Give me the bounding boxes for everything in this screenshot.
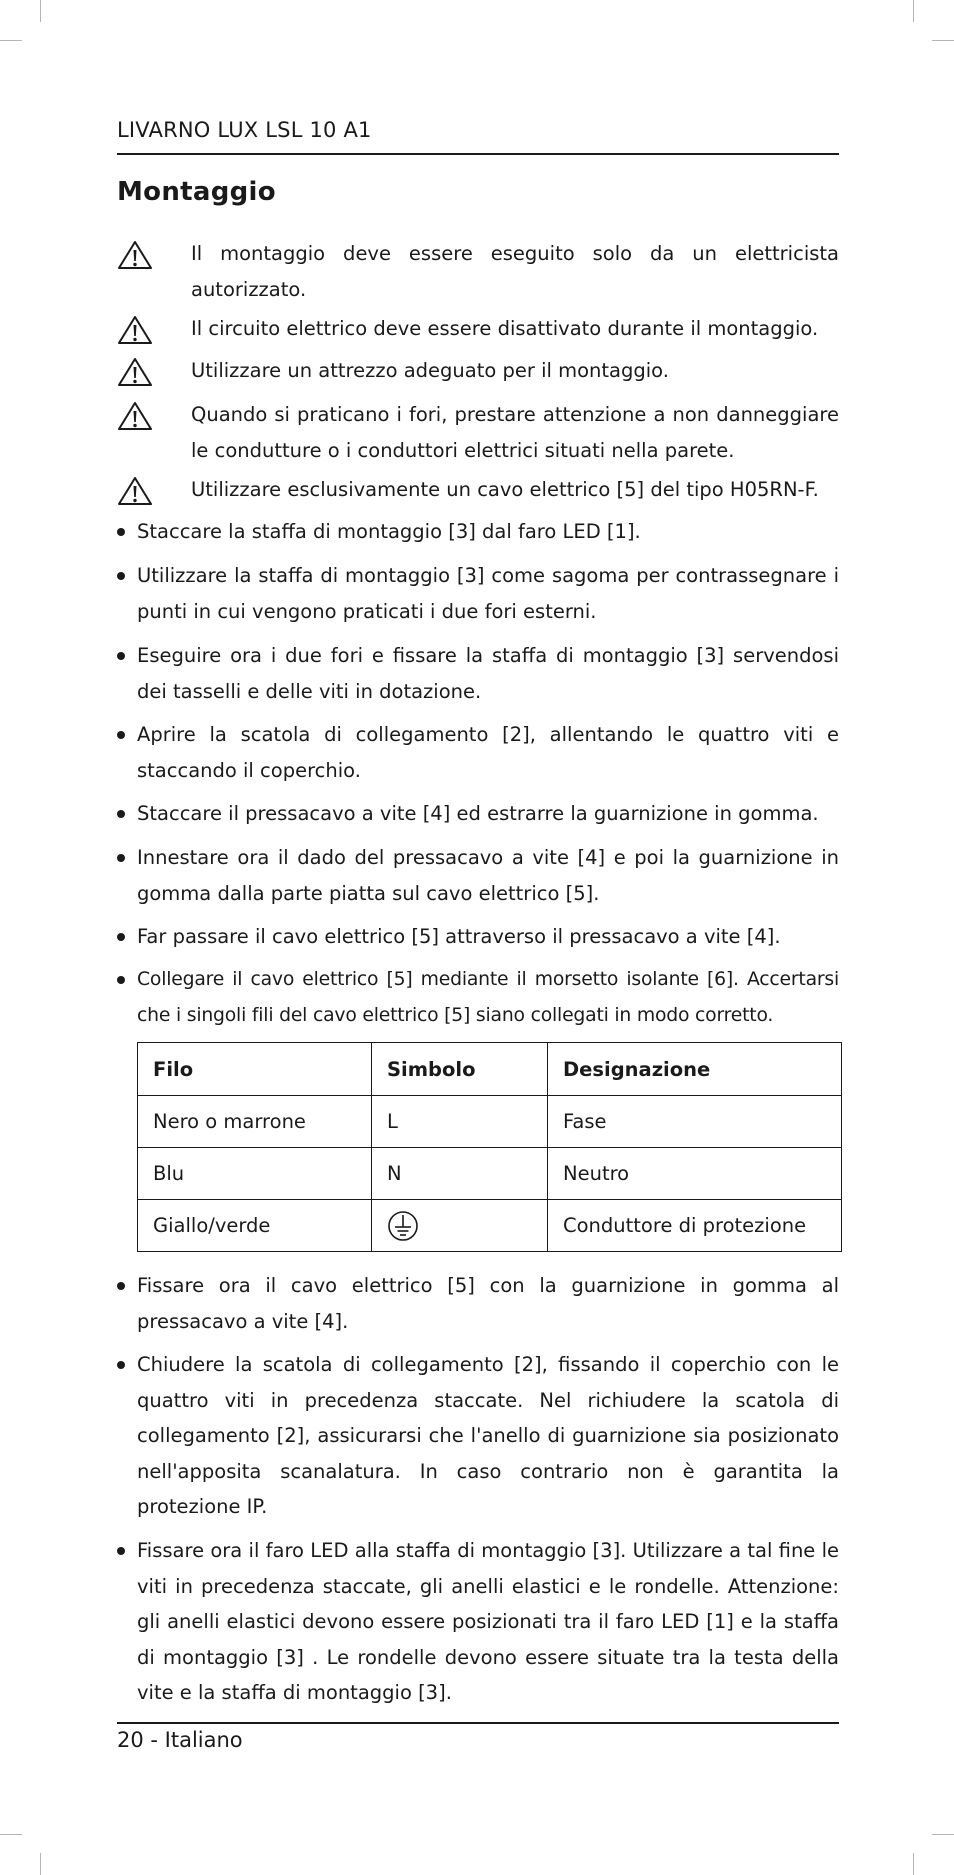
warning-item: [117, 236, 839, 307]
warning-item: [117, 311, 839, 347]
bullet-dot: [117, 572, 125, 580]
warning-triangle-icon: [117, 476, 153, 506]
bullet-dot: [117, 810, 125, 818]
warning-triangle-icon: [117, 357, 153, 387]
warning-triangle-icon: [117, 401, 153, 431]
bullet-dot: [117, 1361, 125, 1369]
list-item: [117, 1347, 839, 1525]
page-footer: 20 - Italiano: [117, 1728, 243, 1752]
crop-mark: [913, 0, 914, 22]
list-item: [117, 840, 839, 911]
table-cell: Neutro: [548, 1148, 842, 1200]
step-text: Far passare il cavo elettrico [5] attraverso il pressacavo a vite [4].: [137, 925, 781, 948]
bullet-dot: [117, 1282, 125, 1290]
table-cell-symbol: [372, 1200, 548, 1252]
step-text: Fissare ora il faro LED alla staffa di montaggio [3]. Utilizzare a tal fine le viti in precedenza staccate, gli anelli elastici e le rondelle. Attenzione: gli anelli elastici devono essere posizionati tra il faro LED [1] e la staffa di montaggio [3] . Le rondelle devono essere situate tra la testa della vite e la staffa di montaggio [3].: [137, 1539, 839, 1704]
list-item: [117, 1533, 839, 1711]
table-cell: Fase: [548, 1096, 842, 1148]
list-item: [117, 638, 839, 709]
crop-mark: [40, 0, 41, 22]
bullet-dot: [117, 1547, 125, 1555]
list-item: [117, 919, 839, 955]
crop-mark: [932, 1834, 954, 1835]
crop-mark: [0, 1834, 22, 1835]
warning-item: [117, 397, 839, 468]
table-cell: Conduttore di protezione: [548, 1200, 842, 1252]
list-item: [117, 796, 839, 832]
list-item: [117, 514, 839, 550]
warning-text: Il circuito elettrico deve essere disattivato durante il montaggio.: [191, 317, 819, 340]
step-text: Chiudere la scatola di collegamento [2], fissando il coperchio con le quattro viti in precedenza staccate. Nel richiudere la scatola di collegamento [2], assicurarsi che l'anello di guarnizione sia posizionato nell'apposita scanalatura. In caso contrario non è garantita la protezione IP.: [137, 1353, 839, 1518]
section-title: Montaggio: [117, 177, 276, 207]
crop-mark: [40, 1853, 41, 1875]
warning-text: Utilizzare un attrezzo adeguato per il montaggio.: [191, 359, 669, 382]
column-header-simbolo: Simbolo: [372, 1043, 548, 1096]
table-cell: Nero o marrone: [138, 1096, 372, 1148]
list-item: [117, 962, 839, 1033]
page-header-title: LIVARNO LUX LSL 10 A1: [117, 118, 372, 142]
warning-text: Il montaggio deve essere eseguito solo da un elettricista autorizzato.: [191, 242, 839, 301]
warning-text: Utilizzare esclusivamente un cavo elettrico [5] del tipo H05RN-F.: [191, 478, 819, 501]
bullet-dot: [117, 731, 125, 739]
step-text: Collegare il cavo elettrico [5] mediante il morsetto isolante [6]. Accertarsi che i singoli fili del cavo elettrico [5] siano collegati in modo corretto.: [137, 969, 839, 1026]
step-text: Staccare la staffa di montaggio [3] dal faro LED [1].: [137, 520, 641, 543]
table-row: [138, 1096, 842, 1148]
bullet-dot: [117, 528, 125, 536]
crop-mark: [932, 40, 954, 41]
column-header-designazione: Designazione: [548, 1043, 842, 1096]
warning-text: Quando si praticano i fori, prestare attenzione a non danneggiare le condutture o i conduttori elettrici situati nella parete.: [191, 403, 839, 462]
crop-mark: [913, 1853, 914, 1875]
step-text: Innestare ora il dado del pressacavo a vite [4] e poi la guarnizione in gomma dalla parte piatta sul cavo elettrico [5].: [137, 846, 839, 905]
bullet-dot: [117, 854, 125, 862]
table-cell: N: [372, 1148, 548, 1200]
warning-triangle-icon: [117, 240, 153, 270]
step-text: Aprire la scatola di collegamento [2], allentando le quattro viti e staccando il coperchio.: [137, 723, 839, 782]
wiring-table: [137, 1042, 842, 1252]
step-text: Fissare ora il cavo elettrico [5] con la guarnizione in gomma al pressacavo a vite [4].: [137, 1274, 839, 1333]
warning-item: [117, 353, 839, 389]
list-item: [117, 1268, 839, 1339]
table-cell: L: [372, 1096, 548, 1148]
table-row: [138, 1148, 842, 1200]
list-item: [117, 717, 839, 788]
table-cell: Giallo/verde: [138, 1200, 372, 1252]
bullet-dot: [117, 652, 125, 660]
warning-item: [117, 472, 839, 508]
bullet-dot: [117, 933, 125, 941]
header-divider: [117, 153, 839, 155]
step-text: Utilizzare la staffa di montaggio [3] come sagoma per contrassegnare i punti in cui vengono praticati i due fori esterni.: [137, 564, 839, 623]
list-item: [117, 558, 839, 629]
step-text: Eseguire ora i due fori e fissare la staffa di montaggio [3] servendosi dei tasselli e delle viti in dotazione.: [137, 644, 839, 703]
table-row: [138, 1200, 842, 1252]
crop-mark: [0, 40, 22, 41]
bullet-dot: [117, 976, 125, 984]
protective-earth-icon: [387, 1210, 419, 1242]
step-text: Staccare il pressacavo a vite [4] ed estrarre la guarnizione in gomma.: [137, 802, 819, 825]
column-header-filo: Filo: [138, 1043, 372, 1096]
table-cell: Blu: [138, 1148, 372, 1200]
table-header-row: [138, 1043, 842, 1096]
footer-divider: [117, 1722, 839, 1724]
warning-triangle-icon: [117, 315, 153, 345]
